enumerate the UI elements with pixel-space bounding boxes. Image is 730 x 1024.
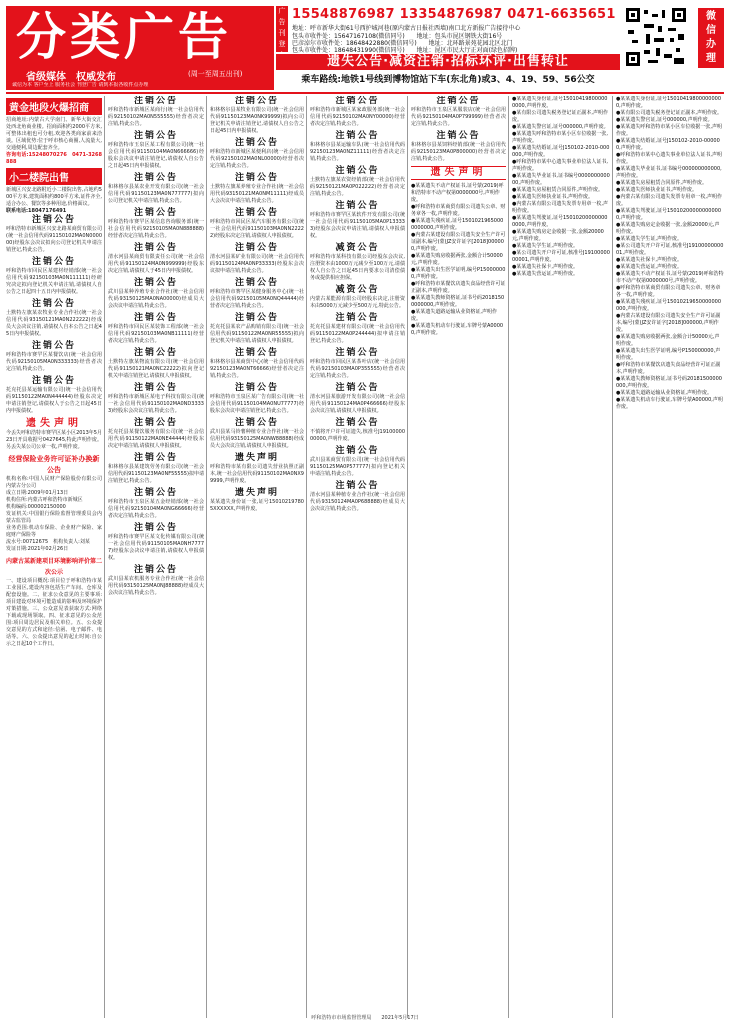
notice-body: 托克托县某建材有限公司(统一社会信用代码91150122MA0P244444)拟申请注销登记,特此公告。 [310,324,405,344]
notice-body: 武川县某农机服务专业合作社(统一社会信用代码93150125MA0NJ88888)经成员大会决议注销,特此公告。 [108,576,204,596]
lost-header: 遗失声明 [411,166,506,180]
notice-title: 注销公告 [234,243,279,253]
notice-body: 呼和浩特市玉泉区某广告有限公司(统一社会信用代码91150104MA0NU77777)经股东会决议申请注销登记,特此公告。 [210,394,304,414]
lost-item: ●某某遗失道路运输从业资格证,声明作废。 [411,309,497,322]
lost-item: ●某某遗失营运证,声明作废。 [616,264,682,270]
notice-body: 呼和浩特市回民区某建材经销部(统一社会信用代码92150103MA0N111111)经研究决定拟向登记机关申请注销,请债权人自公告之日起四十五日内申报债权。 [6,268,102,295]
notice-title: 注销公告 [436,131,481,141]
lost-item: ●某某遗失毕业证书,证书编号000000000000,声明作废。 [616,166,722,179]
notice-list [6,215,102,415]
notice-title: 注销公告 [234,138,279,148]
lost-item: ●某某遗失购房定金收据一张,金额20000元,声明作废。 [616,222,720,235]
notice-title: 减资公告 [335,285,380,295]
notice-body: 土默特左旗某物流有限公司(统一社会信用代码91150121MA0NC22222)拟向登记机关申请注销登记,请债权人申报债权。 [108,359,204,379]
masthead-tagline: 诚信为本 客户至上 服务社会 刊登广告 请到本报各收件点办理 [12,82,149,88]
notice-block [108,278,204,310]
notice-body: 呼和浩特市回民区某茶叶店(统一社会信用代码92150103MA0P355555)经营者决定注销,特此公告。 [310,359,405,379]
lost-item: ●内蒙古某有限公司遗失发票专用章一枚,声明作废。 [512,201,608,214]
notice-block [6,299,102,338]
notice-block [6,376,102,415]
column-7 [616,96,724,1018]
notice-title: 注销公告 [31,341,76,351]
notice-title: 注销公告 [234,278,279,288]
contact-header [276,6,620,90]
ad-contact: 咨询电话:15248070276 0471-3268888 [6,152,102,165]
column-divider [104,96,105,1018]
notice-body: 和林格尔县某农业开发有限公司(统一社会信用代码91150123MA0N777777)拟向公司登记机关申请注销,特此公告。 [108,184,204,204]
wechat-text: 微信办理 [706,11,716,64]
address-line: 巴彦淖尔市收件处：18648422880(微信同号) 地址：北环路景苑花园北区北门 [292,40,513,47]
lost-list [411,183,506,337]
publish-time: (周一至周五出刊) [188,70,243,78]
lost-item: ●某某遗失社保卡,声明作废。 [512,264,578,270]
notice-block [6,257,102,296]
lost-item: ●某某遗失结婚证,证号J150102-2010-000000,声明作废。 [512,145,610,158]
notice-title: 注销公告 [234,348,279,358]
lost-item: ●某某遗失残疾证,证号15010219650000000000,声明作废。 [616,299,722,312]
notice-body: 和林格尔县某饲料经销部(统一社会信用代码92150123MA0P800000)经营者决定注销,特此公告。 [411,142,506,162]
notice-block [108,383,204,415]
notice-body: 清水河县某矿业有限公司(统一社会信用代码91150124MA0NP33333)经股东会决议拟申请注销,特此公告。 [210,254,304,274]
notice-block [108,313,204,345]
notice-body: 呼和浩特市新城区某便利店(统一社会信用代码92150102MA0NL00000)经营者决定注销,特此公告。 [210,149,304,169]
notice-block [108,173,204,205]
notice-block [6,341,102,373]
notice-block [310,383,405,415]
notice-title: 减资公告 [335,243,380,253]
notice-body: 呼和浩特市玉泉区某五金经销部(统一社会信用代码92150104MA0NG66666)经营者决定注销,特此公告。 [108,499,204,519]
lost-item: ●某某遗失机动车行驶证,车牌号蒙A00000,声明作废。 [616,397,723,410]
lost-item: ●某某遗失呼和浩特市某小区车位收据一张,声明作废。 [616,124,722,137]
notice-body: 呼和浩特市赛罕区某文化传媒有限公司(统一社会信用代码91150105MA0NH77777)经股东会决议申请注销,请债权人申报债权。 [108,534,204,561]
notice-block [210,453,304,485]
lost-item: ●某某遗失驾驶证,证号150102000000000000,声明作废。 [512,215,608,228]
lost-item: ●某某遗失残疾证,证号15010219650000000000,声明作废。 [411,218,504,231]
masthead-title: 分类广告 [16,7,232,66]
notice-body: 清水河县某商贸有限责任公司(统一社会信用代码91150124MA0N999999)经股东决定注销,请债权人于45日内申报债权。 [108,254,204,274]
notice-block [210,313,304,345]
notice-body: 呼和浩特市回民区某汽车服务有限公司(统一社会信用代码91150103MA0NN22222)经股东决定注销,请债权人申报债权。 [210,219,304,239]
notice-body: 武川县某商贸有限公司(统一社会信用代码91150125MA0P577777)拟向登记机关申请注销,特此公告。 [310,457,405,477]
notice-title: 注销公告 [335,201,380,211]
notice-body: 和林格尔县某建筑劳务有限公司(统一社会信用代码91150123MA0NF55555)拟申请注销登记,特此公告。 [108,464,204,484]
lost-item: ●某某遗失不动产权证书,证号蒙(2019)呼和浩特市不动产权第0000000号,声明作废。 [411,183,504,203]
lost-item: ●呼和浩特市某餐饮店遗失食品经营许可证正副本,声明作废。 [411,281,506,294]
notice-body: 某某遗失身份证一张,证号150102197805XXXXXX,声明作废。 [210,499,304,512]
notice-title: 注销公告 [133,383,178,393]
address-line: 包头市收件处：18648431990(微信同号) 地址：昆区市民大厅正对面(绿色招牌) [292,47,518,54]
notice-block [108,96,204,128]
notice-title: 注销公告 [234,418,279,428]
notice-title: 注销公告 [133,348,178,358]
lost-item: ●某某遗失不动产权证书,证号蒙(2019)呼和浩特市不动产权第0000000号,声明作废。 [616,271,724,284]
license-line: 机构住所:内蒙古呼和浩特市新城区 [6,497,83,503]
lost-item: ●某公司遗失开户许可证,核准号J1910000000001,声明作废。 [616,243,724,256]
column-2 [108,96,204,1018]
license-info [6,476,102,553]
lost-item: ●某某遗失道路运输从业资格证,声明作废。 [616,390,712,396]
notice-title: 遗失声明 [234,453,279,463]
phone-side-label: 广告刊登 [276,6,288,52]
lost-item: ●某某遗失驾驶证,证号150102000000000000,声明作废。 [616,208,722,221]
notice-title: 注销公告 [133,243,178,253]
notice-block [210,243,304,275]
lost-body: 今丢失呼和浩特市赛罕区某小区2013年5月23日开具收据号0427645,特此声明作废。另丢失某公司公章一枚,声明作废。 [6,430,102,450]
notice-block [310,166,405,198]
lost-item: ●某某遗失呼和浩特市某小区车位收据一张,声明作废。 [512,131,608,144]
notice-block [108,565,204,597]
notice-body: 呼和浩特市某有限公司遗失营业执照正副本,统一社会信用代码91150102MA0NX99999,声明作废。 [210,464,304,484]
lost-item: ●某某遗失出生医学证明,编号P150000000,声明作废。 [411,267,506,280]
lost-item: ●某某遗失警官证,证号000000,声明作废。 [616,117,713,123]
notice-block [6,215,102,254]
lost-item: ●某某遗失购房收据两张,金额合计50000元,声明作废。 [411,253,503,266]
notice-body: 武川县某马铃薯种植专业合作社(统一社会信用代码93150125MA0NW88888)经成员大会决议注销,请债权人申报债权。 [210,429,304,449]
bus-route: 乘车路线:地铁1号线到博物馆站下车(东北角)或3、4、19、59、56公交 [301,75,595,85]
notice-title: 注销公告 [133,313,178,323]
notice-block [310,481,405,513]
ad-title: 小二楼院出售 [6,168,102,185]
notice-body: 托克托县某农产品购销有限公司(统一社会信用代码91150122MA0NR55555)拟向登记机关申请注销,请债权人申报债权。 [210,324,304,344]
notice-title: 注销公告 [234,96,279,106]
notice-body: 呼和浩特市赛罕区某信息咨询服务部(统一社会信用代码92150105MA0N888888)经营者决定注销,特此公告。 [108,219,204,239]
lost-item: ●某某遗失结婚证,证号J150102-2010-000000,声明作废。 [616,138,720,151]
notice-title: 注销公告 [31,376,76,386]
license-line: 机构编码:000002150000 [6,504,66,510]
notice-title: 注销公告 [335,446,380,456]
notice-block [108,523,204,562]
lost-item: ●内蒙古某建设有限公司遗失安全生产许可证副本,编号(蒙)JZ安许证字[2018]000000,声明作废。 [616,313,721,333]
notice-block [108,453,204,485]
lost-item: ●某某遗失房屋租赁合同原件,声明作废。 [512,187,603,193]
license-line: 机构名称:中国人民财产保险股份有限公司内蒙古分公司 [6,476,102,489]
notice-body: 呼和浩特市赛罕区某健身服务中心(统一社会信用代码92150105MA0NQ44444)经营者决定注销,特此公告。 [210,289,304,309]
notice-body: 和林格尔县某运输车队(统一社会信用代码92150123MA0NZ11111)经营者决定注销,特此公告。 [310,142,405,162]
notice-body: 呼和浩特市赛罕区某软件开发有限公司(统一社会信用代码91150105MA0P133333)经股东会决议申请注销,请债权人申报债权。 [310,212,405,239]
notice-block [210,418,304,450]
notice-body: 土默特左旗某农牧业专业合作社(统一社会信用代码93150121MA0N222222)经成员大会决议注销,请债权人自本公告之日起45日内申报债权。 [6,310,102,337]
notice-title: 遗失声明 [234,488,279,498]
lost-item: ●某公司遗失开户许可证,核准号J1910000000001,声明作废。 [512,250,610,263]
column-5 [411,96,506,1018]
lost-item: ●某有限公司遗失税务登记证正副本,声明作废。 [512,110,608,123]
notice-title: 注销公告 [335,131,380,141]
license-line: 成立日期:2009年01月13日 [6,490,69,496]
lost-item: ●呼和浩特市某商贸有限公司遗失公章、财务章各一枚,声明作废。 [411,204,506,217]
notice-block [210,208,304,240]
notice-body: 呼和浩特市新城区兴安北路某商贸有限公司(统一社会信用代码91150102MA0N000000)经股东会决议拟向公司登记机关申请注销登记,特此公告。 [6,226,102,253]
lost-item: ●内蒙古某建设有限公司遗失安全生产许可证副本,编号(蒙)JZ安许证字[2018]000000,声明作废。 [411,232,506,252]
license-line: 发证机关:中国银行保险监督管理委员会内蒙古监管局 [6,511,102,524]
license-line: 流水号:00712675 机构负责人:刘某 [6,539,90,545]
license-line: 业务范围:机动车保险、企业财产保险、家庭财产保险等 [6,525,102,538]
notice-title: 注销公告 [234,208,279,218]
notice-block [210,348,304,380]
notice-block [310,348,405,380]
notice-block [210,138,304,170]
notice-body: 呼和浩特市新城区某商行(统一社会信用代码92150102MA0N555555)经营者决定注销,特此公告。 [108,107,204,127]
notice-body: 和林格尔县某牧业有限公司(统一社会信用代码91150123MA0NK99999)拟向公司登记机关申请注销登记,请债权人自公告之日起45日内申报债权。 [210,107,304,134]
notice-title: 注销公告 [133,208,178,218]
lost-item: ●内蒙古某有限公司遗失发票专用章一枚,声明作废。 [616,194,722,207]
ad-body: 招商地址:内蒙古大学南门、新华大街交汇处西北角商业楼。招商面积约2000平方米,可整体出租也可分租,欢迎各类商家前来洽谈。区域优势:位于呼市核心商圈,人流量大,交通便利,周边配套齐全。 [6,117,102,151]
notice-block [310,418,405,443]
lost-item: ●某某遗失教师资格证,证书号码20181500000000,声明作废。 [411,295,505,308]
lost-item: ●某某遗失学生证,声明作废。 [616,236,682,242]
notice-block [210,488,304,513]
notice-block [310,313,405,345]
notice-block [310,201,405,240]
notice-body: 内蒙古某能源有限公司经股东决定,注册资本由5000万元减少至500万元,特此公告。 [310,296,405,309]
notice-body: 呼和浩特市玉泉区某服装店(统一社会信用代码92150104MA0P799999)经营者决定注销,特此公告。 [411,107,506,127]
lost-item: ●某某遗失身份证,证号150104198000000000,声明作废。 [512,96,608,109]
notice-block [108,243,204,275]
notice-block [108,418,204,450]
notice-block [210,173,304,205]
notice-block [310,285,405,310]
lost-item: ●某某遗失警官证,证号000000,声明作废。 [512,124,609,130]
notice-title: 注销公告 [133,173,178,183]
notice-block [108,348,204,380]
notice-body: 呼和浩特市新城区某电子科技有限公司(统一社会信用代码91150102MA0ND33333)经股东会决议注销,特此公告。 [108,394,204,414]
lost-item: ●某某遗失医师执业证书,声明作废。 [512,194,593,200]
lost-item: ●呼和浩特市某商贸有限公司遗失公章、财务章各一枚,声明作废。 [616,285,721,298]
lost-item: ●某某遗失身份证,证号150104198000000000,声明作废。 [616,96,722,109]
column-3 [210,96,304,1018]
notice-block [310,96,405,128]
ad-body: 新城区兴安北路附近小二楼院出售,占地约500平方米,建筑面积约800平方米,证件齐全,适合办公、餐饮等多种用途,价格面议。 [6,187,102,207]
notice-title: 注销公告 [335,348,380,358]
notice-title: 注销公告 [133,96,178,106]
column-divider [206,96,207,1018]
lost-item: ●某某遗失机动车行驶证,车牌号蒙A00000,声明作废。 [411,323,504,336]
license-line: 发证日期:2021年02月26日 [6,546,69,552]
notice-body: 呼和浩特市赛罕区某餐饮店(统一社会信用代码92150105MA0N333333)经营者决定注销,特此公告。 [6,352,102,372]
notice-title: 注销公告 [133,565,178,575]
masthead [6,6,274,90]
notice-block [310,131,405,163]
notice-body: 托克托县某运输有限公司(统一社会信用代码91150122MA0N444444)经股东决定申请注销登记,请债权人于公告之日起45日内申报债权。 [6,387,102,414]
service-banner: 遗失公告·减资注销·招标环评·出售转让 [276,54,620,70]
notice-body: 呼和浩特市新城区某家政服务部(统一社会信用代码92150102MA0NY00000)经营者决定注销,特此公告。 [310,107,405,127]
page-footer: 呼和浩特市市场监督管理局 2021年5月17日 [311,1015,419,1021]
notice-block [411,96,506,128]
license-title: 经营保险业务许可证补办换新公告 [8,455,100,474]
notice-title: 注销公告 [234,313,279,323]
notice-body: 和林格尔县某商贸中心(统一社会信用代码92150123MA0NT66666)经营者决定注销,特此公告。 [210,359,304,379]
notice-title: 注销公告 [335,166,380,176]
notice-title: 注销公告 [335,383,380,393]
notice-body: 呼和浩特市回民区某装饰工程部(统一社会信用代码92150103MA0NB11111)经营者决定注销,特此公告。 [108,324,204,344]
address-line: 地址：呼市新华大街61号西护城河巷(原内蒙古日报社西墙)南口北方新报广告接待中心 [292,25,521,32]
notice-title: 注销公告 [133,488,178,498]
notice-body: 呼和浩特市某科技有限公司经股东会决议,注册资本由1000万元减少至100万元,请债权人自公告之日起45日内要求公司清偿债务或提供相应担保。 [310,254,405,281]
notice-block [210,278,304,310]
lost-item: ●呼和浩特市某中心遗失事业单位法人证书,声明作废。 [512,159,608,172]
notice-block [210,383,304,415]
lost-item: ●某某遗失房屋租赁合同原件,声明作废。 [616,180,707,186]
lost-item: ●某某遗失出生医学证明,编号P150000000,声明作废。 [616,348,721,361]
notice-block [108,488,204,520]
header-divider [6,92,724,94]
notice-body: 清水河县某种植专业合作社(统一社会信用代码93150124MA0P688888)经成员大会决议注销,特此公告。 [310,492,405,512]
ad-contact: 联系电话:18047176491 [6,208,67,214]
lost-title: 遗失声明 [26,418,82,429]
notice-block [210,96,304,135]
lost-item: ●呼和浩特市某中心遗失事业单位法人证书,声明作废。 [616,152,722,165]
notice-block [108,208,204,240]
notice-block [310,243,405,282]
notice-body: 呼和浩特市玉泉区某工程有限公司(统一社会信用代码91150104MA0N666666)经股东会决议申请注销登记,请债权人自公告之日起45日内申报债权。 [108,142,204,169]
lost-item: ●某某遗失购房定金收据一张,金额20000元,声明作废。 [512,229,604,242]
column-1 [6,96,102,1018]
notice-block [108,131,204,170]
notice-body: 清水河县某旅游开发有限公司(统一社会信用代码91150124MA0P466666)经股东会决议注销,请债权人申报债权。 [310,394,405,414]
notice-title: 注销公告 [31,299,76,309]
lost-item: ●某某遗失教师资格证,证书号码20181500000000,声明作废。 [616,376,722,389]
lost-item: ●某某遗失购房收据两张,金额合计50000元,声明作废。 [616,334,720,347]
lost-item: ●某某遗失医师执业证书,声明作废。 [616,187,697,193]
lost-item: ●某有限公司遗失税务登记证正副本,声明作废。 [616,110,722,116]
ad-title: 黄金地段火爆招商 [6,98,102,115]
notice-list [411,96,506,163]
notice-title: 注销公告 [133,523,178,533]
lost-item: ●呼和浩特市某餐饮店遗失食品经营许可证正副本,声明作废。 [616,362,721,375]
notice-block [411,131,506,163]
notice-title: 注销公告 [31,215,76,225]
lost-item: ●某某遗失社保卡,声明作废。 [616,257,682,263]
lost-item: ●某某遗失毕业证书,证书编号000000000000,声明作废。 [512,173,610,186]
wechat-label [698,8,724,68]
column-6 [512,96,610,1018]
column-divider [306,96,307,1018]
notice-title: 注销公告 [335,96,380,106]
eia-body: 一、建设项目概况:项目位于呼和浩特市某工业园区,建设内容包括生产车间、仓库及配套设施。二、征求公众意见的主要事项:项目建设对环境可能造成的影响及环境保护对策措施。三、公众意见表获取方式:网络下载或现场领取。四、征求意见的公众范围:项目周边居民及相关单位。五、公众提交意见的方式和途径:信函、电子邮件、电话等。六、公众提出意见的起止时间:自公示之日起10个工作日。 [6,578,102,647]
notice-body: 托克托县某餐饮服务有限公司(统一社会信用代码91150122MA0NE44444)经股东决定申请注销,请债权人申报债权。 [108,429,204,449]
column-divider [612,96,613,1018]
address-line: 包头市收件处：15647167108(微信同号) 地址：包头市昆区钢铁大街16号 [292,33,503,40]
masthead-slogan: 省级媒体 权威发布 [26,72,116,83]
eia-title: 内蒙古某新建项目环境影响评价第二次公示 [6,558,102,576]
qr-code-icon [626,8,694,66]
notice-title: 注销公告 [234,173,279,183]
notice-title: 注销公告 [335,481,380,491]
notice-title: 注销公告 [436,96,481,106]
notice-title: 注销公告 [133,418,178,428]
notice-body: 不慎将开户许可证遗失,核准号J1910000000000,声明作废。 [310,429,405,442]
notice-title: 注销公告 [234,383,279,393]
lost-item: ●某某遗失营运证,声明作废。 [512,271,578,277]
column-divider [508,96,509,1018]
notice-title: 注销公告 [31,257,76,267]
notice-body: 武川县某种养殖专业合作社(统一社会信用代码93150125MA0NA00000)经成员大会决议申请注销,特此公告。 [108,289,204,309]
phone-numbers: 15548876987 13354876987 0471-6635651 [292,7,616,22]
column-divider [407,96,408,1018]
lost-item: ●某某遗失学生证,声明作废。 [512,243,578,249]
notice-title: 注销公告 [133,453,178,463]
notice-title: 注销公告 [335,313,380,323]
notice-body: 土默特左旗某农资经销部(统一社会信用代码92150121MA0P022222)经营者决定注销,特此公告。 [310,177,405,197]
notice-title: 注销公告 [133,131,178,141]
column-4 [310,96,405,1018]
notice-title: 注销公告 [133,278,178,288]
notice-body: 土默特左旗某养殖专业合作社(统一社会信用代码93150121MA0NM11111)经成员大会决议申请注销,特此公告。 [210,184,304,204]
notice-block [310,446,405,478]
notice-title: 注销公告 [335,418,380,428]
